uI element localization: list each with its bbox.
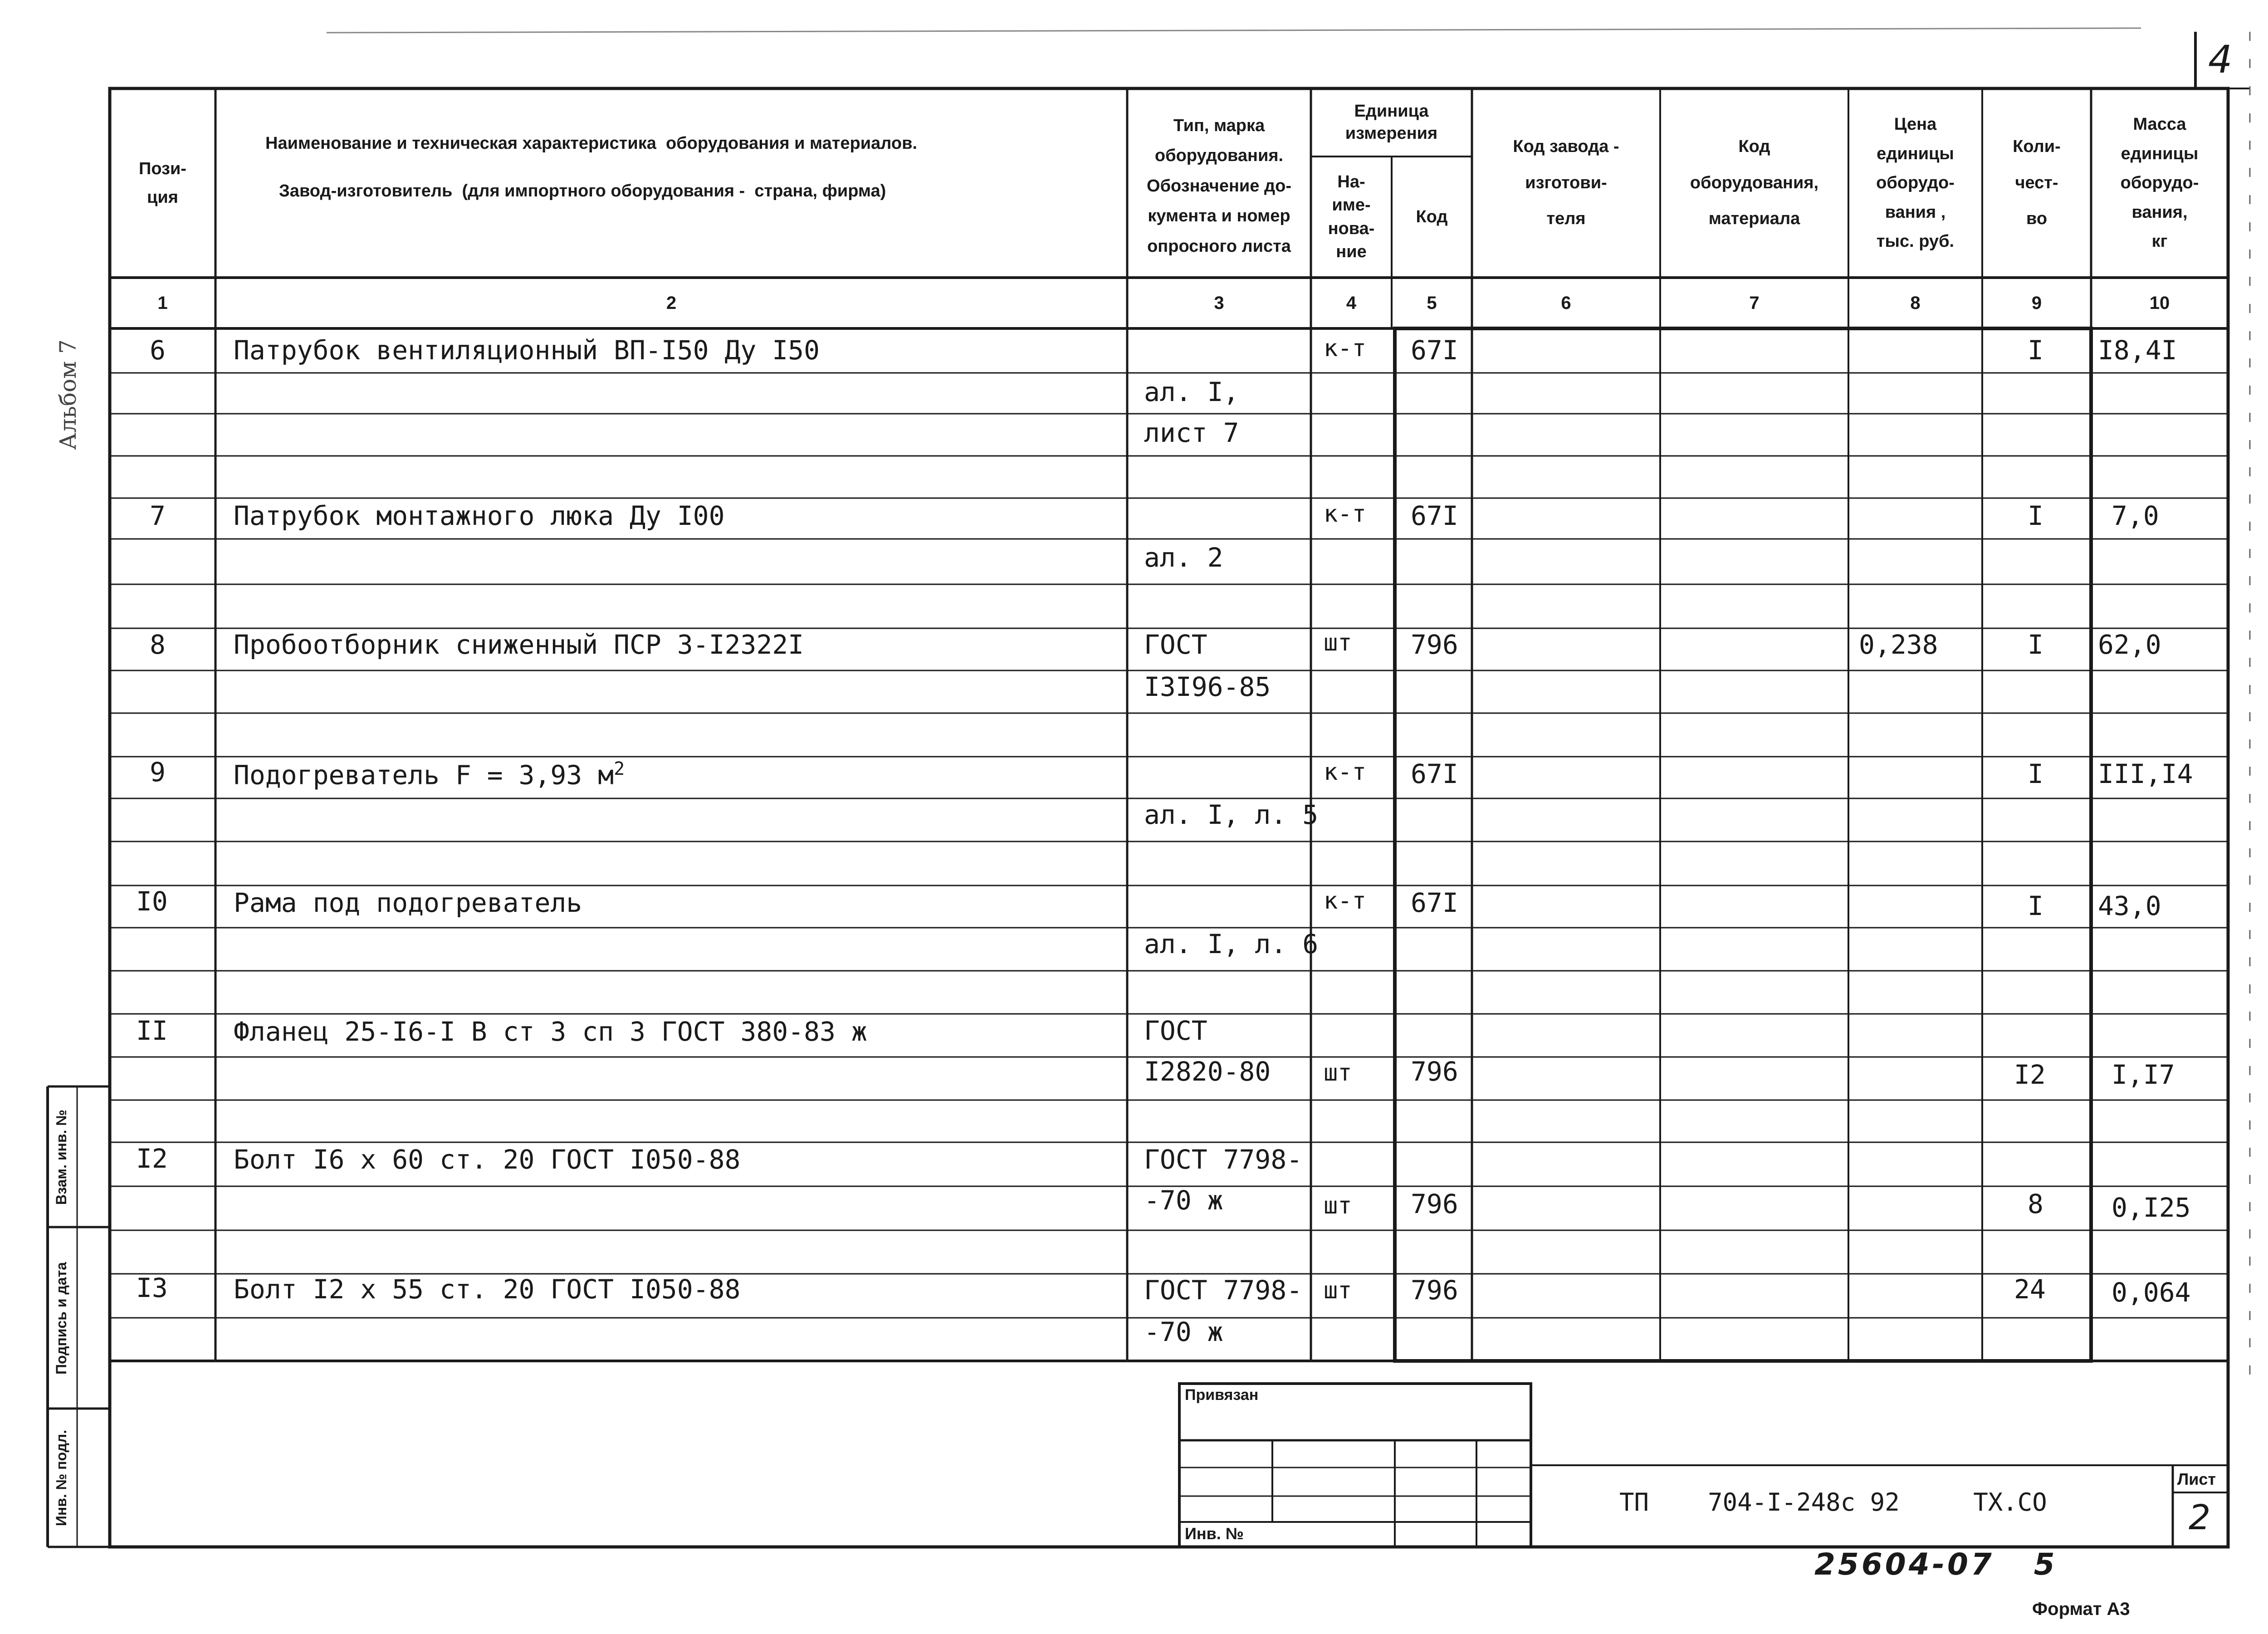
- column-number: 1: [157, 293, 168, 313]
- bottom-handwritten-number: 25604-07 5: [1814, 1547, 2058, 1582]
- row-quantity: 24: [2014, 1274, 2046, 1305]
- sheet-corner-number: 4: [2208, 37, 2233, 82]
- column-number: 6: [1561, 293, 1571, 313]
- row-mass: I,I7: [2112, 1059, 2175, 1090]
- column-number: 9: [2031, 293, 2042, 313]
- row-unit: к-т: [1324, 500, 1366, 528]
- header-quantity: Коли- чест- во: [2013, 137, 2061, 229]
- row-quantity: I: [2028, 629, 2043, 660]
- column-number: 10: [2149, 293, 2170, 313]
- row-type-line: I2820-80: [1144, 1056, 1271, 1087]
- row-code: 796: [1411, 1189, 1458, 1219]
- header-unit-group: Единица измерения: [1345, 101, 1438, 143]
- row-type-line: ал. I,: [1144, 377, 1239, 407]
- row-quantity: 8: [2028, 1189, 2043, 1219]
- row-position: I2: [136, 1143, 168, 1174]
- stamp-sheet-number: 2: [2189, 1497, 2211, 1537]
- row-unit: шт: [1324, 1059, 1352, 1086]
- header-mass: Масса единицы оборудо- вания, кг: [2120, 115, 2199, 251]
- stamp-sheet-label: Лист: [2177, 1470, 2216, 1488]
- format-label: Формат А3: [2032, 1599, 2130, 1619]
- row-code: 67I: [1411, 500, 1458, 531]
- row-position: I0: [136, 886, 168, 917]
- album-label: Альбом 7: [55, 339, 81, 450]
- stamp-inv-replace-label: Взам. инв. №: [53, 1110, 69, 1205]
- row-type-line: лист 7: [1144, 417, 1239, 448]
- row-position: II: [136, 1015, 168, 1046]
- row-name: [234, 758, 625, 790]
- row-name: Фланец 25-I6-I В ст 3 сп 3 ГОСТ 380-83 ж: [234, 1016, 867, 1047]
- row-unit: шт: [1324, 1192, 1352, 1219]
- column-number: 2: [666, 293, 677, 313]
- stamp-inv-label: Инв. №: [1185, 1524, 1244, 1543]
- header-name: [215, 88, 1127, 278]
- row-quantity: I: [2028, 335, 2043, 366]
- row-code: 67I: [1411, 335, 1458, 366]
- row-price: 0,238: [1859, 629, 1938, 660]
- row-mass: 43,0: [2098, 890, 2161, 921]
- row-type-line: ГОСТ: [1144, 629, 1207, 660]
- row-name: Рама под подогреватель: [234, 887, 582, 918]
- row-mass: 7,0: [2112, 500, 2159, 531]
- row-mass: 62,0: [2098, 629, 2161, 660]
- row-type-line: ал. I, л. 5: [1144, 799, 1319, 830]
- row-name-superscript: 2: [614, 758, 625, 779]
- column-number: 5: [1427, 293, 1437, 313]
- row-name-text: Подогреватель F = 3,93 м: [234, 759, 614, 791]
- row-type-line: -70 ж: [1144, 1185, 1223, 1216]
- header-position: Пози- ция: [139, 159, 186, 207]
- row-position: I3: [136, 1272, 168, 1303]
- header-name-line2: Завод-изготовитель (для импортного оборудования - страна, фирма): [279, 181, 886, 201]
- row-type-line: ал. 2: [1144, 542, 1223, 573]
- row-code: 796: [1411, 1056, 1458, 1087]
- row-type-line: ал. I, л. 6: [1144, 929, 1319, 959]
- row-code: 67I: [1411, 758, 1458, 789]
- row-type-line: ГОСТ: [1144, 1015, 1207, 1046]
- row-position: 6: [150, 335, 166, 366]
- row-quantity: I2: [2014, 1059, 2046, 1090]
- row-code: 796: [1411, 629, 1458, 660]
- row-name: Пробоотборник сниженный ПСР 3-I2322I: [234, 629, 804, 660]
- row-position: 9: [150, 757, 166, 788]
- header-factory-code: Код завода - изготови- теля: [1513, 137, 1619, 229]
- row-position: 8: [150, 629, 166, 660]
- row-mass: I8,4I: [2098, 335, 2177, 366]
- row-unit: шт: [1324, 629, 1352, 656]
- row-type-line: ГОСТ 7798-: [1144, 1144, 1303, 1175]
- row-type-line: I3I96-85: [1144, 671, 1271, 702]
- row-mass: 0,I25: [2112, 1192, 2191, 1223]
- row-unit: шт: [1324, 1277, 1352, 1304]
- column-number: 4: [1346, 293, 1357, 313]
- row-name: Болт I2 х 55 ст. 20 ГОСТ I050-88: [234, 1274, 741, 1305]
- row-mass: 0,064: [2112, 1277, 2191, 1308]
- row-code: 67I: [1411, 887, 1458, 918]
- row-name: Патрубок монтажного люка Ду I00: [234, 500, 725, 531]
- row-unit: к-т: [1324, 758, 1366, 786]
- row-name: Патрубок вентиляционный ВП-I50 Ду I50: [234, 335, 820, 366]
- row-name: Болт I6 х 60 ст. 20 ГОСТ I050-88: [234, 1144, 741, 1175]
- header-price: Цена единицы оборудо- вания , тыс. руб.: [1876, 115, 1955, 251]
- row-unit: к-т: [1324, 335, 1366, 362]
- row-quantity: I: [2028, 890, 2043, 921]
- stamp-signature-date-label: Подпись и дата: [53, 1262, 69, 1375]
- column-number: 7: [1749, 293, 1760, 313]
- header-unit-name: На- име- нова- ние: [1328, 172, 1375, 261]
- row-type-line: -70 ж: [1144, 1316, 1223, 1347]
- row-quantity: I: [2028, 758, 2043, 789]
- stamp-doc-code: ТП 704-I-248с 92 ТХ.СО: [1619, 1488, 2047, 1517]
- row-code: 796: [1411, 1275, 1458, 1306]
- header-name-line1: Наименование и техническая характеристика оборудования и материалов.: [265, 134, 918, 153]
- column-number: 3: [1214, 293, 1224, 313]
- stamp-bound-label: Привязан: [1185, 1386, 1259, 1404]
- header-unit-code: Код: [1416, 207, 1448, 227]
- row-quantity: I: [2028, 500, 2043, 531]
- row-type-line: ГОСТ 7798-: [1144, 1275, 1303, 1306]
- row-unit: к-т: [1324, 887, 1366, 915]
- header-type: Тип, марка оборудования. Обозначение до- кумента и номер опросного листа: [1147, 116, 1291, 256]
- row-position: 7: [150, 500, 166, 531]
- header-equipment-code: Код оборудования, материала: [1690, 137, 1819, 229]
- column-number: 8: [1910, 293, 1921, 313]
- stamp-inv-original-label: Инв. № подл.: [53, 1429, 69, 1526]
- row-mass: III,I4: [2098, 758, 2193, 789]
